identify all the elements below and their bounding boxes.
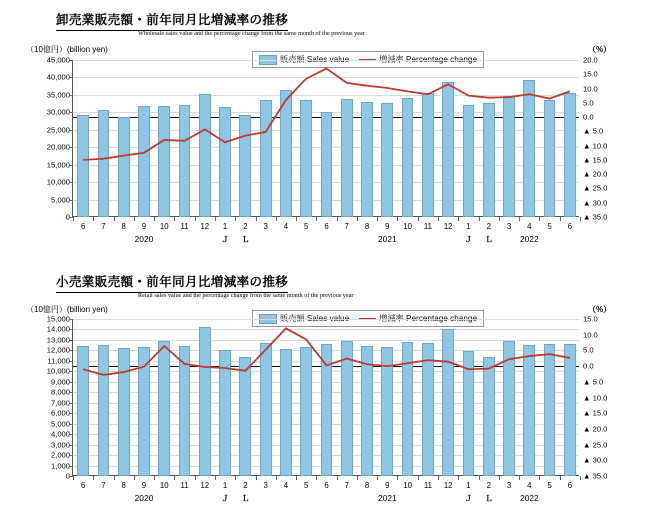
x-axis-tickmark [438,217,439,221]
x-axis-tickmark [397,476,398,480]
x-axis-tick-label: 3 [506,481,512,490]
y2-axis-tick-label: ▲ 10.0 [583,393,608,402]
legend-label-percentage-change-2: 増減率 Percentage change [379,314,478,323]
x-axis-tick-label: 2 [486,481,491,490]
x-axis-tickmark [479,217,480,221]
x-axis-tick-label: 8 [364,222,370,231]
y2-axis-tick-label: ▲ 10.0 [583,141,608,151]
x-axis-tickmark [580,217,581,221]
x-axis-tickmark [438,476,439,480]
y2-axis-tick-label: ▲ 30.0 [583,198,608,208]
y2-axis-tick-label: 10.0 [583,84,598,94]
month-initial-label: Ｊ [464,494,473,503]
y-axis-tick-label: 3,000 [50,440,70,450]
y-axis-tick-label: 10,000 [46,177,70,187]
y-axis-tick-label: 2,000 [50,450,70,460]
x-axis-tickmark [73,217,74,221]
x-axis-year-label: 2021 [378,234,397,244]
x-axis-tickmark [316,217,317,221]
y-axis-tick-label: 15,000 [46,160,70,170]
x-axis-tickmark [114,476,115,480]
x-axis-tickmark [357,476,358,480]
x-axis-tick-label: 7 [344,481,349,490]
x-axis-tickmark [195,476,196,480]
x-axis-tick-label: 2 [243,222,248,231]
x-axis-tickmark [256,217,257,221]
x-axis-tick-label: 4 [283,481,289,490]
x-axis-tick-label: 9 [141,222,147,231]
x-axis-tick-label: 12 [200,222,210,231]
x-axis-tickmark [174,476,175,480]
x-axis-tickmark [499,217,500,221]
month-initial-label: Ｌ [484,235,493,244]
x-axis-year-label: 2020 [134,234,154,244]
x-axis-tickmark [235,217,236,221]
y-axis-tick-label: 45,000 [46,55,70,65]
x-axis-tick-label: 9 [385,222,390,231]
x-axis-tick-label: 4 [527,222,532,231]
x-axis-tick-label: 7 [101,481,106,490]
panel2-title: 小売業販売額・前年同月比増減率の推移 [56,272,288,293]
y-axis-tick-label: 35,000 [46,90,70,100]
x-axis-tick-label: 1 [466,481,471,490]
x-axis-tickmark [276,217,277,221]
x-axis-tick-label: 9 [141,481,147,490]
x-axis-tick-label: 6 [567,222,573,231]
x-axis-tick-label: 5 [304,222,309,231]
x-axis-tick-label: 2 [486,222,491,231]
x-axis-tickmark [458,476,459,480]
y-axis-tick-label: 8,000 [50,387,70,397]
x-axis-tickmark [276,476,277,480]
x-axis-tick-label: 9 [385,481,390,490]
x-axis-tick-label: 1 [222,481,228,490]
x-axis-tickmark [580,476,581,480]
x-axis-tick-label: 3 [263,222,268,231]
x-axis-tick-label: 5 [304,481,309,490]
x-axis-tick-label: 1 [222,222,228,231]
y-axis-tick-label: 1,000 [50,461,70,471]
x-axis-tickmark [560,476,561,480]
x-axis-tickmark [377,476,378,480]
x-axis-tick-label: 11 [423,222,432,231]
x-axis-tick-label: 2 [243,481,248,490]
x-axis-tickmark [296,217,297,221]
y-axis-tick-label: 4,000 [50,429,70,439]
panel2-unit-left: （10億円）(billion yen) [26,305,108,314]
y2-axis-tick-label: ▲ 30.0 [583,455,608,465]
x-axis-tickmark [195,217,196,221]
y2-axis-tick-label: 5.0 [583,98,594,108]
month-initial-label: Ｌ [484,494,493,503]
x-axis-tick-label: 4 [527,481,532,490]
x-axis-tickmark [114,217,115,221]
x-axis-tick-label: 8 [121,222,126,231]
y-axis-tick-label: 5,000 [50,195,70,205]
month-initial-label: Ｊ [221,494,229,503]
x-axis-tickmark [337,217,338,221]
x-axis-tick-label: 10 [159,481,169,490]
x-axis-tickmark [397,217,398,221]
month-initial-label: Ｊ [221,235,229,244]
x-axis-tickmark [357,217,358,221]
x-axis-tick-label: 12 [443,481,453,490]
x-axis-year-label: 2022 [519,234,539,244]
x-axis-tick-label: 8 [121,481,126,490]
x-axis-tickmark [337,476,338,480]
y-axis-tick-label: 5,000 [50,419,70,429]
x-axis-tickmark [499,476,500,480]
x-axis-tickmark [215,217,216,221]
x-axis-tickmark [93,217,94,221]
x-axis-tick-label: 6 [324,481,329,490]
x-axis-tick-label: 12 [200,481,210,490]
panel1-subtitle: Wholesale sales value and the percentage change from the same month of the previous year [138,30,365,37]
legend-label-sales-value: 販売額 Sales value [280,55,350,64]
x-axis-tickmark [458,217,459,221]
y2-axis-tick-label: 20.0 [583,55,598,65]
x-axis-year-label: 2020 [134,493,154,503]
y2-axis-tick-label: ▲ 15.0 [583,155,608,165]
x-axis-tick-label: 5 [547,222,552,231]
y-axis-tick-label: 0 [65,471,70,481]
y2-axis-tick-label: ▲ 20.0 [583,169,608,179]
x-axis-tickmark [154,217,155,221]
x-axis-tickmark [235,476,236,480]
y2-axis-tick-label: 10.0 [583,330,598,340]
y-axis-tick-label: 40,000 [46,72,70,82]
x-axis-tick-label: 6 [80,481,86,490]
month-initial-label: Ｌ [241,494,250,503]
y2-axis-tick-label: ▲ 5.0 [583,377,604,387]
y2-axis-tick-label: ▲ 35.0 [583,471,608,481]
month-initial-label: Ｊ [464,235,473,244]
panel2-unit-right: （%） [588,305,612,314]
legend-label-sales-value-2: 販売額 Sales value [280,314,350,323]
x-axis-tickmark [418,476,419,480]
x-axis-tick-label: 11 [180,481,189,490]
x-axis-tick-label: 3 [506,222,512,231]
x-axis-tick-label: 8 [364,481,370,490]
y-axis-tick-label: 12,000 [46,345,70,355]
x-axis-tickmark [93,476,94,480]
x-axis-tickmark [154,476,155,480]
x-axis-tick-label: 4 [283,222,289,231]
panel1-unit-left: （10億円）(billion yen) [26,45,108,54]
y2-axis-tick-label: ▲ 35.0 [583,212,608,222]
y2-axis-tick-label: ▲ 5.0 [583,126,604,136]
y2-axis-tick-label: ▲ 25.0 [583,183,608,193]
x-axis-tickmark [73,476,74,480]
y2-axis-tick-label: ▲ 15.0 [583,408,608,418]
x-axis-tick-label: 6 [80,222,86,231]
x-axis-tickmark [134,476,135,480]
x-axis-tick-label: 7 [344,222,349,231]
y2-axis-tick-label: 0.0 [583,361,594,371]
x-axis-year-label: 2021 [378,493,397,503]
y2-axis-tick-label: ▲ 25.0 [583,440,608,450]
y-axis-tick-label: 7,000 [50,398,70,408]
legend-label-percentage-change: 増減率 Percentage change [379,55,478,64]
y2-axis-tick-label: 15.0 [583,314,598,324]
panel1-unit-right: （%） [588,45,612,54]
x-axis-tickmark [418,217,419,221]
x-axis-tick-label: 6 [324,222,329,231]
x-axis-tick-label: 5 [547,481,552,490]
y-axis-tick-label: 10,000 [46,366,70,376]
y-axis-tick-label: 14,000 [46,324,70,334]
x-axis-tick-label: 3 [263,481,268,490]
y2-axis-tick-label: 15.0 [583,69,598,79]
panel1-title-wrap [56,10,288,31]
x-axis-tickmark [174,217,175,221]
y-axis-tick-label: 0 [65,212,70,222]
x-axis-year-label: 2022 [519,493,539,503]
x-axis-tickmark [296,476,297,480]
month-initial-label: Ｌ [241,235,250,244]
retail-chart-panel [0,262,650,517]
x-axis-tickmark [519,476,520,480]
y-axis-tick-label: 13,000 [46,335,70,345]
x-axis-tick-label: 1 [466,222,471,231]
x-axis-tick-label: 10 [159,222,169,231]
y-axis-tick-label: 25,000 [46,125,70,135]
y-axis-tick-label: 30,000 [46,107,70,117]
x-axis-tickmark [134,217,135,221]
x-axis-tick-label: 11 [423,481,432,490]
x-axis-tickmark [479,476,480,480]
y-axis-tick-label: 11,000 [47,356,70,366]
x-axis-tick-label: 10 [403,222,412,231]
x-axis-tick-label: 6 [567,481,573,490]
percentage-change-line [73,60,580,217]
x-axis-tickmark [560,217,561,221]
y-axis-tick-label: 15,000 [46,314,70,324]
x-axis-tickmark [377,217,378,221]
x-axis-tick-label: 10 [403,481,412,490]
x-axis-tickmark [519,217,520,221]
panel2-title-wrap [56,272,288,293]
x-axis-tick-label: 11 [180,222,189,231]
y-axis-tick-label: 20,000 [46,142,70,152]
x-axis-tick-label: 7 [101,222,106,231]
y2-axis-tick-label: ▲ 20.0 [583,424,608,434]
x-axis-tickmark [316,476,317,480]
y2-axis-tick-label: 0.0 [583,112,594,122]
y2-axis-tick-label: 5.0 [583,345,594,355]
x-axis-tickmark [539,476,540,480]
page-title: 卸売業販売額・前年同月比増減率の推移 [56,10,288,31]
y-axis-tick-label: 9,000 [50,377,70,387]
panel2-subtitle: Retail sales value and the percentage change from the same month of the previous year [138,292,354,299]
x-axis-tickmark [256,476,257,480]
x-axis-tickmark [539,217,540,221]
y-axis-tick-label: 6,000 [50,408,70,418]
x-axis-tickmark [215,476,216,480]
percentage-change-line [73,319,580,476]
x-axis-tick-label: 12 [443,222,453,231]
